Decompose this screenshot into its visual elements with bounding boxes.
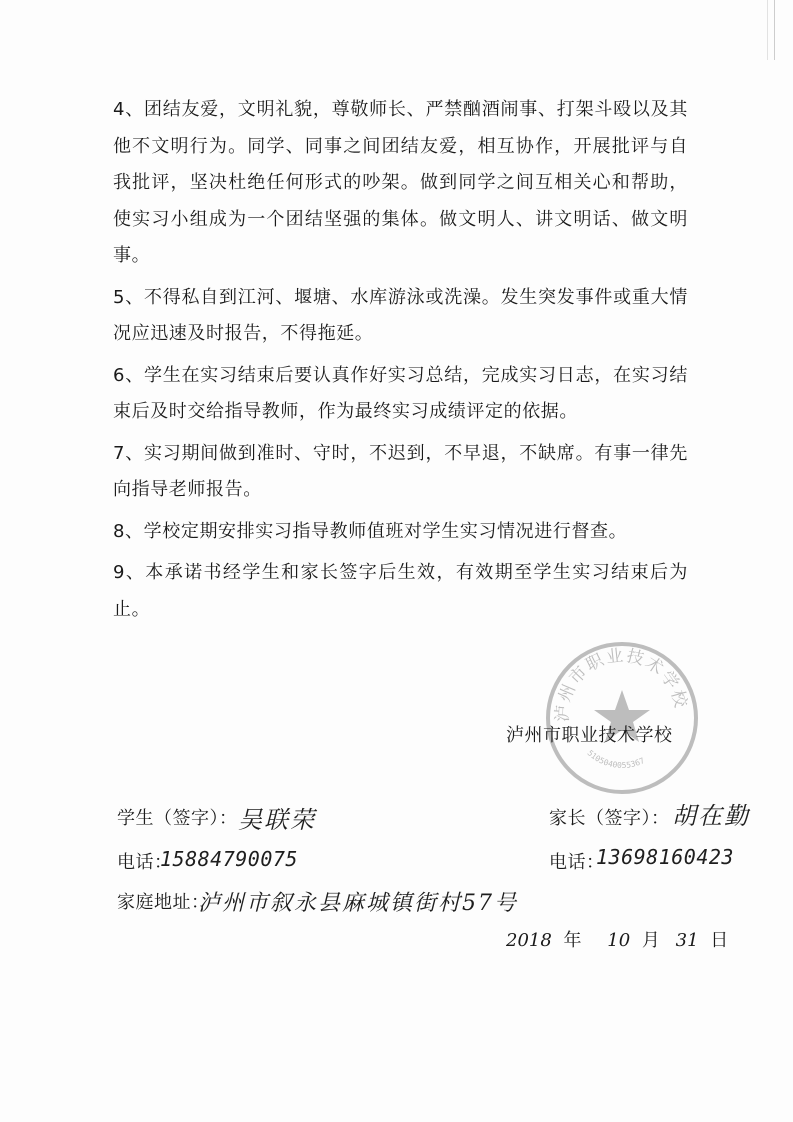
school-seal-stamp: [542, 638, 702, 798]
commitment-body: [113, 92, 688, 633]
clause-8: 8、学校定期安排实习指导教师值班对学生实习情况进行督查。: [113, 520, 628, 542]
date-day-unit: 日: [710, 930, 729, 951]
student-phone: 15884790075: [160, 847, 298, 871]
student-signature: 吴联荣: [238, 806, 316, 834]
student-signature-label: 学生（签字）：: [117, 808, 238, 829]
date-day: 31: [675, 930, 699, 951]
scan-artifact: [767, 0, 775, 60]
date-month-unit: 月: [641, 930, 660, 951]
parent-phone-label: 电话：: [549, 852, 605, 873]
stamp-code-text: 5105040055367: [585, 748, 646, 771]
clause-5: 5、不得私自到江河、堰塘、水库游泳或洗澡。发生突发事件或重大情况应迅速及时报告，不得拖延。: [113, 286, 688, 344]
date-year-unit: 年: [563, 930, 582, 951]
signing-date: [500, 926, 728, 952]
date-year: 2018: [506, 930, 552, 951]
stamp-school-text: 泸州市职业技术学校: [552, 645, 692, 723]
student-address-label: 家庭地址：: [117, 892, 210, 913]
student-phone-label: 电话：: [117, 852, 173, 873]
school-name: 泸州市职业技术学校: [506, 725, 673, 746]
clause-6: 6、学生在实习结束后要认真作好实习总结，完成实习日志，在实习结束后及时交给指导教师，作为最终实习成绩评定的依据。: [113, 364, 688, 422]
clause-9: 9、本承诺书经学生和家长签字后生效，有效期至学生实习结束后为止。: [113, 562, 688, 620]
clause-7: 7、实习期间做到准时、守时，不迟到，不早退，不缺席。有事一律先向指导老师报告。: [113, 442, 688, 500]
parent-signature-label: 家长（签字）：: [549, 808, 670, 829]
parent-signature: 胡在勤: [672, 802, 750, 830]
student-address: 泸州市叙永县麻城镇街村57号: [198, 891, 518, 916]
clause-4: 4、团结友爱，文明礼貌，尊敬师长、严禁酗酒闹事、打架斗殴以及其他不文明行为。同学、同事之间团结友爱，相互协作，开展批评与自我批评，坚决杜绝任何形式的吵架。做到同学之间互相关心和帮助，使实习小组成为一个团结坚强的集体。做文明人、讲文明话、做文明事。: [113, 99, 688, 266]
date-month: 10: [607, 930, 631, 951]
parent-phone: 13698160423: [596, 845, 734, 869]
